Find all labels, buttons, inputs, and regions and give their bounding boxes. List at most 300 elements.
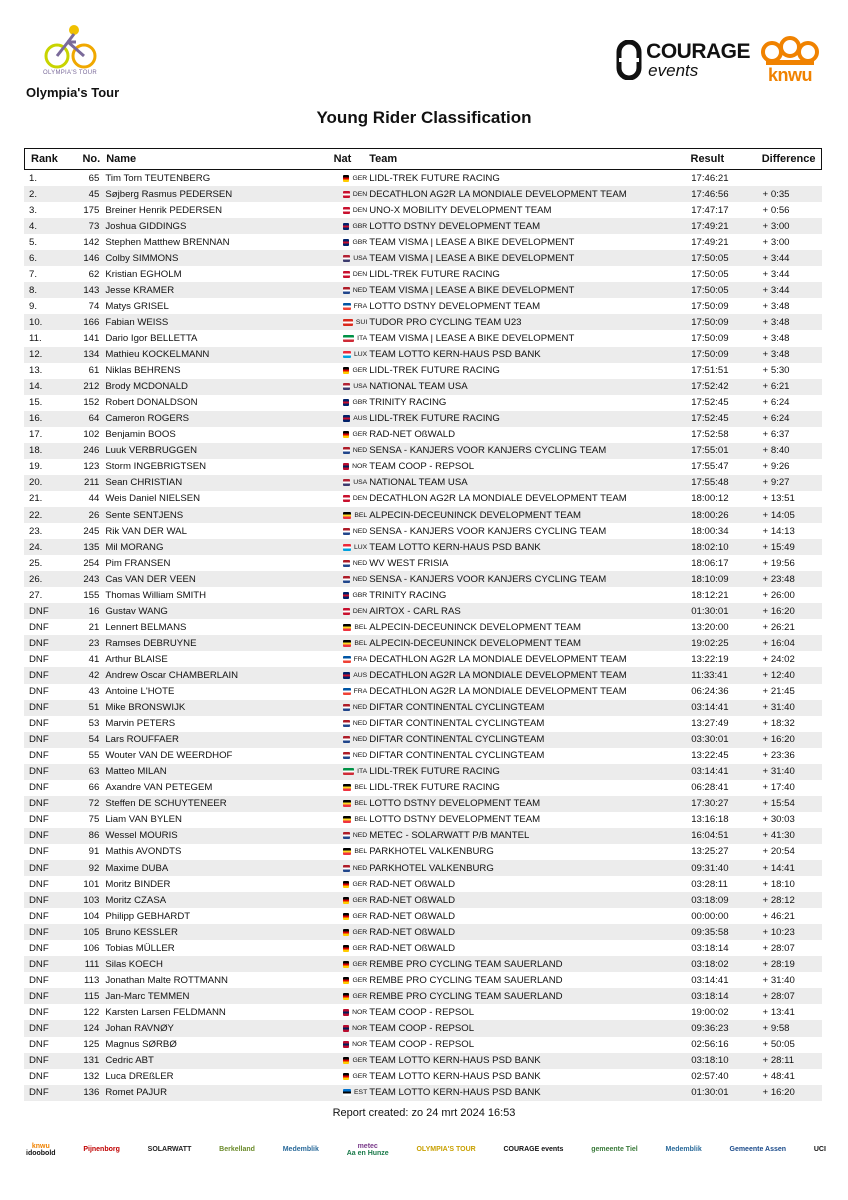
diff-cell: + 3:00 bbox=[762, 236, 790, 248]
team-cell: METEC - SOLARWATT P/B MANTEL bbox=[369, 830, 530, 842]
team-cell: SENSA - KANJERS VOOR KANJERS CYCLING TEAM bbox=[369, 525, 607, 537]
no-cell: 146 bbox=[83, 252, 100, 264]
name-cell: Moritz CZASA bbox=[105, 894, 167, 906]
rank-cell: DNF bbox=[29, 1006, 49, 1018]
diff-cell: + 6:24 bbox=[762, 397, 790, 409]
result-cell: 09:31:40 bbox=[691, 862, 729, 874]
result-cell: 03:30:01 bbox=[691, 734, 729, 746]
table-row bbox=[24, 732, 822, 748]
country-code: AUS bbox=[353, 415, 368, 423]
result-cell: 18:00:34 bbox=[691, 525, 729, 537]
nationality-cell bbox=[333, 592, 369, 599]
team-cell: DECATHLON AG2R LA MONDIALE DEVELOPMENT TEAM bbox=[369, 653, 627, 665]
name-cell: Magnus SØRBØ bbox=[105, 1039, 177, 1051]
flag-icon bbox=[343, 624, 351, 631]
rank-cell: DNF bbox=[29, 750, 49, 762]
table-row bbox=[24, 764, 822, 780]
table-row bbox=[24, 395, 822, 411]
courage-logo-text: COURAGE bbox=[646, 40, 750, 63]
name-cell: Gustav WANG bbox=[105, 605, 168, 617]
country-code: GER bbox=[352, 896, 368, 904]
team-cell: LOTTO DSTNY DEVELOPMENT TEAM bbox=[369, 814, 541, 826]
rank-cell: 9. bbox=[29, 300, 38, 312]
rank-cell: 21. bbox=[29, 493, 43, 505]
table-row bbox=[24, 459, 822, 475]
sponsor-label: Medemblik bbox=[665, 1146, 702, 1154]
flag-icon bbox=[343, 287, 350, 294]
results-table bbox=[24, 148, 822, 1101]
flag-icon bbox=[343, 688, 350, 695]
rank-cell: DNF bbox=[29, 846, 49, 858]
team-cell: TEAM LOTTO KERN-HAUS PSD BANK bbox=[369, 349, 541, 361]
diff-cell: + 10:23 bbox=[762, 926, 795, 938]
result-cell: 01:30:01 bbox=[691, 605, 729, 617]
rank-cell: 11. bbox=[29, 332, 42, 344]
rank-cell: 26. bbox=[29, 573, 43, 585]
table-row bbox=[24, 379, 822, 395]
flag-icon bbox=[343, 640, 351, 647]
name-cell: Søjberg Rasmus PEDERSEN bbox=[105, 188, 233, 200]
nationality-cell bbox=[333, 399, 369, 406]
diff-cell: + 28:07 bbox=[762, 942, 795, 954]
no-cell: 41 bbox=[88, 653, 100, 665]
table-row bbox=[24, 892, 822, 908]
no-cell: 102 bbox=[83, 429, 100, 441]
table-row bbox=[24, 716, 822, 732]
table-row bbox=[24, 282, 822, 298]
nationality-cell bbox=[333, 961, 369, 968]
no-cell: 23 bbox=[88, 637, 100, 649]
sponsor-label: gemeente Tiel bbox=[591, 1146, 638, 1154]
no-cell: 243 bbox=[83, 573, 100, 585]
rank-cell: DNF bbox=[29, 1087, 49, 1099]
sponsor-label: Gemeente Assen bbox=[729, 1146, 787, 1154]
diff-cell: + 15:49 bbox=[762, 541, 795, 553]
table-row bbox=[24, 908, 822, 924]
table-row bbox=[24, 780, 822, 796]
result-cell: 17:50:09 bbox=[691, 332, 729, 344]
no-cell: 51 bbox=[88, 702, 100, 714]
country-code: NED bbox=[352, 575, 368, 583]
team-cell: DIFTAR CONTINENTAL CYCLINGTEAM bbox=[369, 718, 545, 730]
table-row bbox=[24, 1069, 822, 1085]
flag-icon bbox=[343, 399, 349, 406]
name-cell: Liam VAN BYLEN bbox=[105, 814, 182, 826]
result-cell: 11:33:41 bbox=[691, 669, 728, 681]
diff-cell: + 20:54 bbox=[762, 846, 795, 858]
name-cell: Luuk VERBRUGGEN bbox=[105, 445, 198, 457]
team-cell: TEAM VISMA | LEASE A BIKE DEVELOPMENT bbox=[369, 236, 575, 248]
name-cell: Robert DONALDSON bbox=[105, 397, 198, 409]
result-cell: 17:52:45 bbox=[691, 413, 729, 425]
team-cell: RAD-NET OßWALD bbox=[369, 894, 456, 906]
name-cell: Romet PAJUR bbox=[105, 1087, 168, 1099]
nationality-cell bbox=[333, 335, 369, 342]
result-cell: 17:55:47 bbox=[691, 461, 729, 473]
table-row bbox=[24, 186, 822, 202]
flag-icon bbox=[343, 528, 350, 535]
no-cell: 104 bbox=[83, 910, 100, 922]
table-row bbox=[24, 523, 822, 539]
result-cell: 02:57:40 bbox=[691, 1071, 729, 1083]
diff-cell: + 13:51 bbox=[762, 493, 795, 505]
no-cell: 73 bbox=[88, 220, 100, 232]
rank-cell: 23. bbox=[29, 525, 43, 537]
flag-icon bbox=[343, 865, 350, 872]
flag-icon bbox=[343, 720, 350, 727]
name-cell: Mil MORANG bbox=[105, 541, 164, 553]
result-cell: 03:18:14 bbox=[691, 942, 729, 954]
nationality-cell bbox=[333, 255, 369, 262]
team-cell: ALPECIN-DECEUNINCK DEVELOPMENT TEAM bbox=[369, 621, 582, 633]
sponsor-label: Pijnenborg bbox=[83, 1146, 120, 1154]
courage-mark-icon bbox=[616, 40, 642, 80]
country-code: GER bbox=[352, 431, 368, 439]
team-cell: LIDL-TREK FUTURE RACING bbox=[369, 268, 500, 280]
diff-cell: + 13:41 bbox=[762, 1006, 795, 1018]
flag-icon bbox=[343, 816, 351, 823]
country-code: GER bbox=[352, 944, 368, 952]
rank-cell: DNF bbox=[29, 702, 49, 714]
team-cell: REMBE PRO CYCLING TEAM SAUERLAND bbox=[369, 990, 563, 1002]
team-cell: NATIONAL TEAM USA bbox=[369, 381, 468, 393]
result-cell: 13:25:27 bbox=[691, 846, 729, 858]
diff-cell: + 26:00 bbox=[762, 589, 795, 601]
sponsor-logo bbox=[148, 1146, 192, 1153]
sponsor-logo bbox=[814, 1146, 826, 1153]
nationality-cell bbox=[333, 383, 369, 390]
nationality-cell bbox=[333, 175, 369, 182]
nationality-cell bbox=[333, 239, 369, 246]
flag-icon bbox=[343, 191, 350, 198]
rank-cell: DNF bbox=[29, 734, 49, 746]
rank-cell: 3. bbox=[29, 204, 38, 216]
table-row bbox=[24, 298, 822, 314]
team-cell: TEAM VISMA | LEASE A BIKE DEVELOPMENT bbox=[369, 332, 575, 344]
team-cell: RAD-NET OßWALD bbox=[369, 878, 456, 890]
rank-cell: 15. bbox=[29, 397, 43, 409]
sponsor-strip bbox=[26, 1128, 826, 1172]
name-cell: Mathis AVONDTS bbox=[105, 846, 182, 858]
name-cell: Niklas BEHRENS bbox=[105, 365, 181, 377]
result-cell: 17:50:09 bbox=[691, 300, 729, 312]
nationality-cell bbox=[333, 1073, 369, 1080]
country-code: BEL bbox=[354, 623, 368, 631]
nationality-cell bbox=[333, 688, 369, 695]
result-cell: 17:55:48 bbox=[691, 477, 729, 489]
rank-cell: DNF bbox=[29, 830, 49, 842]
nationality-cell bbox=[333, 784, 369, 791]
table-row bbox=[24, 330, 822, 346]
team-cell: LIDL-TREK FUTURE RACING bbox=[369, 782, 500, 794]
sponsor-logo bbox=[666, 1146, 702, 1153]
nationality-cell bbox=[333, 479, 369, 486]
diff-cell: + 28:19 bbox=[762, 958, 795, 970]
flag-icon bbox=[343, 447, 350, 454]
flag-icon bbox=[343, 512, 351, 519]
country-code: GER bbox=[352, 976, 368, 984]
rank-cell: 16. bbox=[29, 413, 43, 425]
no-cell: 135 bbox=[83, 541, 100, 553]
team-cell: UNO-X MOBILITY DEVELOPMENT TEAM bbox=[369, 204, 552, 216]
country-code: DEN bbox=[352, 206, 368, 214]
flag-icon bbox=[343, 1089, 351, 1096]
name-cell: Jan-Marc TEMMEN bbox=[105, 990, 190, 1002]
table-row bbox=[24, 234, 822, 250]
name-cell: Dario Igor BELLETTA bbox=[105, 332, 198, 344]
country-code: FRA bbox=[353, 302, 368, 310]
result-cell: 17:50:05 bbox=[691, 284, 729, 296]
flag-icon bbox=[343, 479, 350, 486]
result-cell: 03:18:14 bbox=[691, 990, 729, 1002]
nationality-cell bbox=[333, 351, 369, 358]
sponsor-logo bbox=[416, 1146, 475, 1153]
table-row bbox=[24, 1053, 822, 1069]
diff-cell: + 26:21 bbox=[762, 621, 795, 633]
knwu-logo bbox=[760, 36, 820, 84]
result-cell: 19:02:25 bbox=[691, 637, 729, 649]
country-code: NOR bbox=[352, 463, 368, 471]
name-cell: Mathieu KOCKELMANN bbox=[105, 349, 210, 361]
nationality-cell bbox=[333, 367, 369, 374]
no-cell: 143 bbox=[83, 284, 100, 296]
diff-cell: + 23:48 bbox=[762, 573, 795, 585]
nationality-cell bbox=[333, 544, 369, 551]
country-code: NOR bbox=[352, 1041, 368, 1049]
table-row bbox=[24, 555, 822, 571]
diff-cell: + 18:10 bbox=[762, 878, 795, 890]
country-code: NED bbox=[352, 864, 368, 872]
table-row bbox=[24, 828, 822, 844]
nationality-cell bbox=[333, 1025, 369, 1032]
flag-icon bbox=[343, 977, 349, 984]
name-cell: Tim Torn TEUTENBERG bbox=[105, 172, 211, 184]
country-code: NED bbox=[352, 286, 368, 294]
diff-cell: + 28:12 bbox=[762, 894, 795, 906]
country-code: BEL bbox=[354, 800, 368, 808]
nationality-cell bbox=[333, 993, 369, 1000]
rank-cell: DNF bbox=[29, 894, 49, 906]
team-cell: REMBE PRO CYCLING TEAM SAUERLAND bbox=[369, 974, 563, 986]
nationality-cell bbox=[333, 736, 369, 743]
rank-cell: DNF bbox=[29, 1023, 49, 1034]
sponsor-label: Aa en Hunze bbox=[346, 1150, 389, 1157]
result-cell: 17:49:21 bbox=[691, 236, 729, 248]
result-cell: 18:06:17 bbox=[691, 557, 729, 569]
rank-cell: 18. bbox=[29, 445, 43, 457]
flag-icon bbox=[343, 560, 350, 567]
nationality-cell bbox=[333, 608, 369, 615]
olympias-tour-logo bbox=[20, 20, 120, 76]
table-row bbox=[24, 956, 822, 972]
diff-cell: + 50:05 bbox=[762, 1039, 795, 1051]
no-cell: 132 bbox=[83, 1071, 100, 1083]
no-cell: 113 bbox=[84, 974, 100, 986]
sponsor-logo bbox=[26, 1143, 56, 1158]
rank-cell: DNF bbox=[29, 1039, 49, 1051]
no-cell: 141 bbox=[83, 332, 100, 344]
no-cell: 63 bbox=[88, 766, 100, 778]
team-cell: PARKHOTEL VALKENBURG bbox=[369, 846, 494, 858]
nationality-cell bbox=[333, 1041, 369, 1048]
flag-icon bbox=[343, 1041, 349, 1048]
nationality-cell bbox=[333, 191, 369, 198]
name-cell: Joshua GIDDINGS bbox=[105, 220, 187, 232]
no-cell: 55 bbox=[88, 750, 100, 762]
flag-icon bbox=[343, 463, 349, 470]
no-cell: 43 bbox=[88, 686, 100, 698]
result-cell: 03:14:41 bbox=[691, 766, 729, 778]
nationality-cell bbox=[333, 945, 369, 952]
result-cell: 18:12:21 bbox=[691, 589, 729, 601]
diff-cell: + 19:56 bbox=[762, 557, 795, 569]
sponsor-label: idoobold bbox=[26, 1150, 56, 1157]
table-row bbox=[24, 314, 822, 330]
team-cell: RAD-NET OßWALD bbox=[369, 429, 456, 441]
result-cell: 18:02:10 bbox=[691, 541, 729, 553]
flag-icon bbox=[343, 367, 349, 374]
country-code: NED bbox=[352, 752, 368, 760]
result-cell: 17:51:51 bbox=[691, 365, 729, 377]
country-code: DEN bbox=[352, 607, 368, 615]
flag-icon bbox=[343, 271, 350, 278]
diff-cell: + 14:05 bbox=[762, 509, 795, 521]
name-cell: Arthur BLAISE bbox=[105, 653, 168, 665]
diff-cell: + 31:40 bbox=[762, 702, 795, 714]
diff-cell: + 46:21 bbox=[762, 910, 795, 922]
diff-cell: + 41:30 bbox=[762, 830, 795, 842]
country-code: GBR bbox=[352, 238, 368, 246]
diff-cell: + 6:24 bbox=[762, 413, 790, 425]
team-cell: REMBE PRO CYCLING TEAM SAUERLAND bbox=[369, 958, 563, 970]
flag-icon bbox=[343, 881, 349, 888]
country-code: LUX bbox=[353, 351, 368, 359]
name-cell: Breiner Henrik PEDERSEN bbox=[105, 204, 223, 216]
flag-icon bbox=[343, 832, 350, 839]
nationality-cell bbox=[333, 929, 369, 936]
diff-cell: + 31:40 bbox=[762, 766, 795, 778]
nationality-cell bbox=[333, 881, 369, 888]
rank-cell: 10. bbox=[29, 316, 43, 328]
result-cell: 01:30:01 bbox=[691, 1087, 729, 1099]
table-row bbox=[24, 539, 822, 555]
country-code: USA bbox=[353, 383, 368, 391]
team-cell: DIFTAR CONTINENTAL CYCLINGTEAM bbox=[369, 750, 545, 762]
name-cell: Wessel MOURIS bbox=[105, 830, 178, 842]
flag-icon bbox=[343, 303, 350, 310]
country-code: GER bbox=[352, 960, 368, 968]
flag-icon bbox=[343, 945, 349, 952]
no-cell: 61 bbox=[88, 365, 100, 377]
no-cell: 125 bbox=[83, 1039, 100, 1051]
rank-cell: 8. bbox=[29, 284, 38, 296]
diff-cell: + 9:58 bbox=[762, 1023, 790, 1034]
sponsor-logo bbox=[730, 1146, 787, 1153]
flag-icon bbox=[343, 768, 354, 775]
name-cell: Benjamin BOOS bbox=[105, 429, 176, 441]
diff-cell: + 9:26 bbox=[762, 461, 790, 473]
rank-cell: DNF bbox=[29, 990, 49, 1002]
team-cell: PARKHOTEL VALKENBURG bbox=[369, 862, 494, 874]
name-cell: Marvin PETERS bbox=[105, 718, 176, 730]
rank-cell: 24. bbox=[29, 541, 43, 553]
sponsor-label: metec bbox=[357, 1142, 378, 1150]
nationality-cell bbox=[333, 447, 369, 454]
no-cell: 105 bbox=[83, 926, 100, 938]
no-cell: 142 bbox=[83, 236, 100, 248]
nationality-cell bbox=[333, 223, 369, 230]
no-cell: 26 bbox=[88, 509, 100, 521]
table-row bbox=[24, 988, 822, 1004]
nationality-cell bbox=[333, 271, 369, 278]
country-code: GER bbox=[352, 880, 368, 888]
sponsor-logo bbox=[347, 1143, 389, 1158]
diff-cell: + 3:48 bbox=[762, 300, 790, 312]
result-cell: 03:18:09 bbox=[691, 894, 729, 906]
name-cell: Storm INGEBRIGTSEN bbox=[105, 461, 207, 473]
result-cell: 06:28:41 bbox=[691, 782, 729, 794]
name-cell: Lennert BELMANS bbox=[105, 621, 187, 633]
team-cell: TEAM VISMA | LEASE A BIKE DEVELOPMENT bbox=[369, 252, 575, 264]
no-cell: 123 bbox=[83, 461, 100, 473]
table-row bbox=[24, 427, 822, 443]
country-code: GBR bbox=[352, 591, 368, 599]
header-name: Name bbox=[106, 153, 137, 165]
table-row bbox=[24, 443, 822, 459]
organization-name: Olympia's Tour bbox=[26, 85, 120, 100]
nationality-cell bbox=[333, 897, 369, 904]
team-cell: TEAM COOP - REPSOL bbox=[369, 1039, 475, 1051]
table-row bbox=[24, 619, 822, 635]
name-cell: Tobias MÜLLER bbox=[105, 942, 175, 954]
diff-cell: + 14:41 bbox=[762, 862, 795, 874]
team-cell: DECATHLON AG2R LA MONDIALE DEVELOPMENT TEAM bbox=[369, 686, 627, 698]
rank-cell: DNF bbox=[29, 814, 49, 826]
table-row bbox=[24, 587, 822, 603]
flag-icon bbox=[343, 752, 350, 759]
name-cell: Colby SIMMONS bbox=[105, 252, 179, 264]
rank-cell: DNF bbox=[29, 605, 49, 617]
diff-cell: + 3:48 bbox=[762, 316, 790, 328]
result-cell: 17:55:01 bbox=[691, 445, 729, 457]
name-cell: Luca DREßLER bbox=[105, 1071, 174, 1083]
nationality-cell bbox=[333, 303, 369, 310]
table-row bbox=[24, 218, 822, 234]
nationality-cell bbox=[333, 865, 369, 872]
rank-cell: 17. bbox=[29, 429, 43, 441]
result-cell: 13:16:18 bbox=[691, 814, 729, 826]
diff-cell: + 9:27 bbox=[762, 477, 790, 489]
rank-cell: 6. bbox=[29, 252, 38, 264]
no-cell: 111 bbox=[84, 958, 100, 970]
country-code: GER bbox=[352, 174, 368, 182]
nationality-cell bbox=[333, 528, 369, 535]
country-code: NOR bbox=[352, 1025, 368, 1032]
country-code: DEN bbox=[352, 190, 368, 198]
team-cell: LIDL-TREK FUTURE RACING bbox=[369, 172, 500, 184]
diff-cell: + 3:48 bbox=[762, 349, 790, 361]
result-cell: 18:00:26 bbox=[691, 509, 729, 521]
nationality-cell bbox=[333, 640, 369, 647]
no-cell: 72 bbox=[88, 798, 100, 810]
result-cell: 09:35:58 bbox=[691, 926, 729, 938]
sponsor-label: Berkelland bbox=[219, 1146, 255, 1154]
diff-cell: + 0:56 bbox=[762, 204, 790, 216]
rank-cell: 2. bbox=[29, 188, 38, 200]
country-code: NED bbox=[352, 527, 368, 535]
team-cell: RAD-NET OßWALD bbox=[369, 942, 456, 954]
diff-cell: + 12:40 bbox=[762, 669, 795, 681]
